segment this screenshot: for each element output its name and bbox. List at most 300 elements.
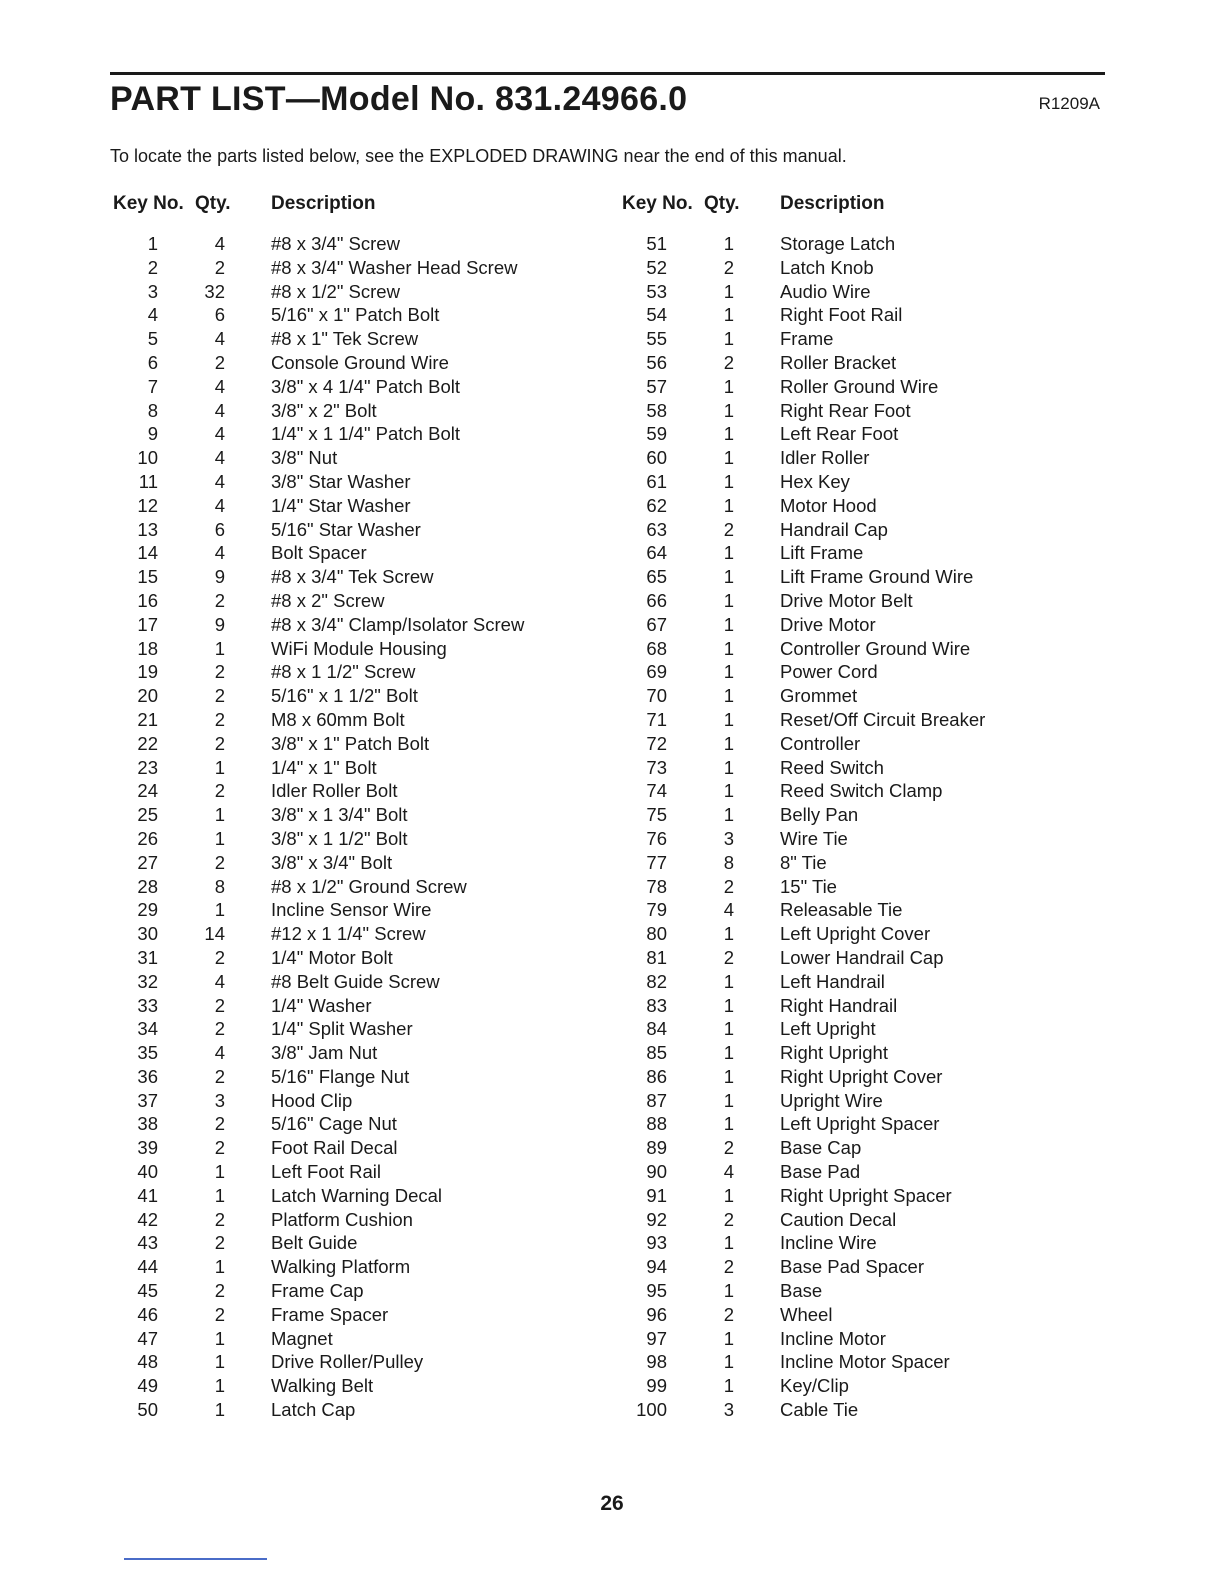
table-row [622, 278, 1082, 302]
part-key-no: 98 [646, 1351, 667, 1373]
table-row [622, 492, 1082, 516]
part-qty: 1 [214, 1256, 225, 1278]
part-key-no: 43 [137, 1232, 158, 1254]
table-row [113, 1039, 573, 1063]
part-qty: 4 [214, 375, 225, 397]
part-key-no: 12 [137, 494, 158, 516]
table-row [622, 1182, 1082, 1206]
table-row [622, 635, 1082, 659]
table-row [113, 968, 573, 992]
table-row [113, 682, 573, 706]
part-description: Belly Pan [780, 804, 859, 826]
part-key-no: 1 [147, 233, 158, 254]
part-description: 3/8" x 4 1/4" Patch Bolt [271, 375, 460, 397]
part-qty: 1 [723, 661, 734, 683]
part-description: Frame Spacer [271, 1303, 389, 1325]
table-row [622, 539, 1082, 563]
part-key-no: 93 [646, 1232, 667, 1254]
table-row [622, 920, 1082, 944]
table-row [113, 397, 573, 421]
part-qty: 1 [723, 994, 734, 1016]
part-description: Base [780, 1280, 823, 1302]
part-key-no: 26 [137, 827, 158, 849]
part-qty: 4 [214, 470, 225, 492]
table-row [113, 325, 573, 349]
part-key-no: 49 [137, 1375, 158, 1397]
part-key-no: 75 [646, 804, 667, 826]
table-row [113, 1348, 573, 1372]
table-row [622, 873, 1082, 897]
part-qty: 1 [723, 423, 734, 445]
part-description: 3/8" x 2" Bolt [271, 399, 377, 421]
part-description: Latch Warning Decal [271, 1184, 443, 1206]
table-row [113, 1087, 573, 1111]
part-description: Incline Wire [780, 1232, 877, 1254]
table-row [113, 1110, 573, 1134]
part-key-no: 33 [137, 994, 158, 1016]
part-description: #8 x 3/4" Screw [271, 233, 400, 254]
part-key-no: 21 [137, 708, 158, 730]
part-description: Left Foot Rail [271, 1161, 382, 1183]
part-qty: 1 [723, 1351, 734, 1373]
part-qty: 2 [214, 1018, 225, 1040]
table-row [622, 754, 1082, 778]
part-qty: 1 [723, 447, 734, 469]
part-description: Key/Clip [780, 1375, 849, 1397]
table-row [622, 825, 1082, 849]
part-description: WiFi Module Housing [271, 637, 447, 659]
part-qty: 3 [723, 1399, 734, 1421]
part-description: Walking Belt [271, 1375, 374, 1397]
part-description: #8 x 1/2" Screw [271, 280, 400, 302]
table-row [622, 397, 1082, 421]
part-description: Wheel [780, 1303, 833, 1325]
table-row [622, 944, 1082, 968]
part-qty: 1 [723, 1280, 734, 1302]
part-description: Storage Latch [780, 233, 896, 254]
table-row [622, 1372, 1082, 1396]
part-qty: 2 [214, 589, 225, 611]
table-row [622, 373, 1082, 397]
part-description: 15" Tie [780, 875, 837, 897]
header-key-no: Key No. [622, 193, 693, 214]
table-row [113, 301, 573, 325]
part-key-no: 15 [137, 566, 158, 588]
table-row [622, 730, 1082, 754]
part-description: Base Pad Spacer [780, 1256, 924, 1278]
part-key-no: 54 [646, 304, 667, 326]
table-row [113, 349, 573, 373]
table-row [113, 492, 573, 516]
part-key-no: 17 [137, 613, 158, 635]
part-key-no: 27 [137, 851, 158, 873]
part-key-no: 47 [137, 1327, 158, 1349]
part-description: 1/4" x 1" Bolt [271, 756, 377, 778]
part-key-no: 59 [646, 423, 667, 445]
part-key-no: 39 [137, 1137, 158, 1159]
part-qty: 2 [214, 1303, 225, 1325]
part-key-no: 23 [137, 756, 158, 778]
table-row [622, 777, 1082, 801]
part-qty: 1 [723, 756, 734, 778]
part-key-no: 57 [646, 375, 667, 397]
part-key-no: 99 [646, 1375, 667, 1397]
part-description: 1/4" Washer [271, 994, 372, 1016]
part-qty: 1 [723, 304, 734, 326]
part-description: Platform Cushion [271, 1208, 413, 1230]
part-key-no: 36 [137, 1065, 158, 1087]
table-row [113, 1229, 573, 1253]
table-row [113, 1206, 573, 1230]
part-qty: 1 [723, 1327, 734, 1349]
part-qty: 1 [723, 685, 734, 707]
part-key-no: 92 [646, 1208, 667, 1230]
table-row [622, 992, 1082, 1016]
part-key-no: 16 [137, 589, 158, 611]
part-description: 3/8" x 3/4" Bolt [271, 851, 393, 873]
part-qty: 2 [214, 708, 225, 730]
part-key-no: 81 [646, 946, 667, 968]
part-description: Hex Key [780, 470, 850, 492]
part-qty: 1 [723, 1042, 734, 1064]
table-row [622, 468, 1082, 492]
part-key-no: 85 [646, 1042, 667, 1064]
part-key-no: 6 [147, 351, 158, 373]
part-qty: 9 [214, 566, 225, 588]
part-description: Grommet [780, 685, 858, 707]
part-description: Roller Ground Wire [780, 375, 939, 397]
part-description: 3/8" Star Washer [271, 470, 411, 492]
part-key-no: 67 [646, 613, 667, 635]
part-description: #12 x 1 1/4" Screw [271, 923, 426, 945]
part-qty: 1 [723, 1184, 734, 1206]
header-key-no: Key No. [113, 193, 184, 214]
part-qty: 1 [723, 1065, 734, 1087]
part-key-no: 42 [137, 1208, 158, 1230]
part-description: Latch Knob [780, 256, 874, 278]
part-description: #8 x 3/4" Washer Head Screw [271, 256, 518, 278]
table-row [113, 230, 573, 254]
table-row [113, 611, 573, 635]
part-qty: 1 [723, 494, 734, 516]
part-qty: 1 [723, 1375, 734, 1397]
part-description: Controller Ground Wire [780, 637, 971, 659]
table-row [622, 1277, 1082, 1301]
part-key-no: 29 [137, 899, 158, 921]
part-description: Left Handrail [780, 970, 885, 992]
column-header [113, 190, 573, 230]
part-qty: 2 [214, 851, 225, 873]
part-qty: 3 [214, 1089, 225, 1111]
part-description: Latch Cap [271, 1399, 356, 1421]
table-row [113, 278, 573, 302]
part-description: Audio Wire [780, 280, 871, 302]
revision-code: R1209A [1038, 94, 1100, 113]
part-key-no: 30 [137, 923, 158, 945]
part-qty: 2 [723, 518, 734, 540]
table-row [622, 254, 1082, 278]
part-description: #8 x 1 1/2" Screw [271, 661, 416, 683]
part-description: 5/16" Cage Nut [271, 1113, 397, 1135]
part-qty: 2 [214, 661, 225, 683]
part-key-no: 9 [147, 423, 158, 445]
part-description: Left Upright [780, 1018, 876, 1040]
part-key-no: 86 [646, 1065, 667, 1087]
part-description: 3/8" Jam Nut [271, 1042, 378, 1064]
part-key-no: 94 [646, 1256, 667, 1278]
table-row [113, 254, 573, 278]
part-description: Incline Motor Spacer [780, 1351, 950, 1373]
header-description: Description [271, 193, 376, 214]
part-description: Right Upright [780, 1042, 888, 1064]
part-qty: 1 [214, 1184, 225, 1206]
part-description: Upright Wire [780, 1089, 883, 1111]
part-key-no: 11 [138, 470, 158, 492]
part-key-no: 10 [137, 447, 158, 469]
part-key-no: 18 [137, 637, 158, 659]
table-row [622, 1087, 1082, 1111]
column-header [622, 190, 1082, 230]
part-key-no: 37 [137, 1089, 158, 1111]
intro-text: To locate the parts listed below, see the EXPLODED DRAWING near the end of this manual. [110, 146, 847, 166]
table-row [113, 1134, 573, 1158]
part-key-no: 91 [646, 1184, 667, 1206]
parts-column-right [622, 190, 1082, 1420]
part-key-no: 90 [646, 1161, 667, 1183]
part-qty: 2 [214, 1137, 225, 1159]
part-key-no: 72 [646, 732, 667, 754]
part-description: M8 x 60mm Bolt [271, 708, 405, 730]
table-row [622, 1229, 1082, 1253]
part-qty: 1 [723, 589, 734, 611]
part-description: Releasable Tie [780, 899, 903, 921]
part-qty: 4 [723, 1161, 734, 1183]
part-description: Bolt Spacer [271, 542, 367, 564]
part-qty: 1 [723, 708, 734, 730]
part-key-no: 82 [646, 970, 667, 992]
part-description: #8 x 3/4" Tek Screw [271, 566, 434, 588]
part-description: 5/16" Flange Nut [271, 1065, 410, 1087]
part-description: Right Upright Spacer [780, 1184, 952, 1206]
part-qty: 1 [723, 280, 734, 302]
part-key-no: 34 [137, 1018, 158, 1040]
part-key-no: 5 [147, 328, 158, 350]
part-qty: 2 [214, 351, 225, 373]
part-key-no: 87 [646, 1089, 667, 1111]
part-key-no: 76 [646, 827, 667, 849]
part-description: Lift Frame Ground Wire [780, 566, 974, 588]
title-rule [110, 72, 1105, 75]
part-qty: 1 [723, 923, 734, 945]
part-description: Incline Motor [780, 1327, 886, 1349]
part-qty: 1 [723, 542, 734, 564]
part-qty: 2 [214, 1065, 225, 1087]
table-row [622, 1348, 1082, 1372]
table-row [622, 801, 1082, 825]
part-description: 3/8" x 1 3/4" Bolt [271, 804, 408, 826]
part-qty: 4 [214, 399, 225, 421]
part-description: Reset/Off Circuit Breaker [780, 708, 986, 730]
part-description: Controller [780, 732, 861, 754]
part-key-no: 4 [147, 304, 158, 326]
part-qty: 1 [214, 1351, 225, 1373]
part-key-no: 31 [137, 946, 158, 968]
part-qty: 6 [214, 304, 225, 326]
table-row [113, 873, 573, 897]
part-qty: 2 [723, 1303, 734, 1325]
part-qty: 8 [214, 875, 225, 897]
part-description: Console Ground Wire [271, 351, 449, 373]
part-key-no: 55 [646, 328, 667, 350]
table-row [113, 1277, 573, 1301]
table-row [622, 1015, 1082, 1039]
table-row [622, 682, 1082, 706]
table-row [622, 1134, 1082, 1158]
part-description: 5/16" x 1 1/2" Bolt [271, 685, 418, 707]
part-qty: 2 [214, 780, 225, 802]
part-qty: 1 [723, 1018, 734, 1040]
part-qty: 1 [214, 1399, 225, 1421]
part-qty: 2 [214, 256, 225, 278]
part-key-no: 73 [646, 756, 667, 778]
table-row [622, 230, 1082, 254]
part-key-no: 63 [646, 518, 667, 540]
part-description: Idler Roller [780, 447, 870, 469]
table-row [113, 635, 573, 659]
part-qty: 1 [723, 1113, 734, 1135]
table-row [113, 825, 573, 849]
part-description: 3/8" x 1" Patch Bolt [271, 732, 430, 754]
table-row [622, 611, 1082, 635]
table-row [622, 1206, 1082, 1230]
part-qty: 2 [214, 946, 225, 968]
part-qty: 4 [214, 447, 225, 469]
table-row [113, 1015, 573, 1039]
part-qty: 2 [723, 946, 734, 968]
part-qty: 2 [214, 1280, 225, 1302]
part-key-no: 66 [646, 589, 667, 611]
table-row [113, 777, 573, 801]
table-row [622, 658, 1082, 682]
part-description: Lift Frame [780, 542, 864, 564]
part-key-no: 28 [137, 875, 158, 897]
part-key-no: 32 [137, 970, 158, 992]
table-row [622, 1325, 1082, 1349]
part-description: Right Foot Rail [780, 304, 903, 326]
part-description: Roller Bracket [780, 351, 897, 373]
part-qty: 1 [723, 804, 734, 826]
part-description: Left Upright Spacer [780, 1113, 940, 1135]
part-qty: 3 [723, 827, 734, 849]
part-description: Motor Hood [780, 494, 877, 516]
part-key-no: 3 [147, 280, 158, 302]
part-description: Handrail Cap [780, 518, 888, 540]
table-row [113, 1301, 573, 1325]
part-qty: 2 [723, 351, 734, 373]
part-key-no: 19 [137, 661, 158, 683]
page-number: 26 [600, 1492, 624, 1515]
part-key-no: 64 [646, 542, 667, 564]
part-key-no: 50 [137, 1399, 158, 1421]
part-description: 1/4" x 1 1/4" Patch Bolt [271, 423, 460, 445]
part-qty: 4 [214, 494, 225, 516]
part-description: Frame Cap [271, 1280, 364, 1302]
table-row [113, 992, 573, 1016]
part-description: Walking Platform [271, 1256, 411, 1278]
table-row [113, 1372, 573, 1396]
part-description: Incline Sensor Wire [271, 899, 432, 921]
part-description: Frame [780, 328, 834, 350]
part-description: 8" Tie [780, 851, 827, 873]
part-qty: 2 [214, 1232, 225, 1254]
part-key-no: 79 [646, 899, 667, 921]
table-row [622, 1301, 1082, 1325]
table-row [622, 563, 1082, 587]
part-key-no: 8 [147, 399, 158, 421]
part-qty: 2 [723, 1137, 734, 1159]
part-key-no: 40 [137, 1161, 158, 1183]
table-row [622, 1110, 1082, 1134]
table-row [622, 706, 1082, 730]
table-row [113, 658, 573, 682]
table-row [622, 1158, 1082, 1182]
part-key-no: 38 [137, 1113, 158, 1135]
part-key-no: 35 [137, 1042, 158, 1064]
part-key-no: 80 [646, 923, 667, 945]
table-row [622, 896, 1082, 920]
table-row [113, 754, 573, 778]
part-qty: 4 [214, 233, 225, 254]
part-qty: 4 [214, 970, 225, 992]
part-description: 1/4" Star Washer [271, 494, 411, 516]
footer-rule [124, 1558, 267, 1560]
table-row [622, 849, 1082, 873]
part-qty: 1 [723, 328, 734, 350]
table-row [622, 587, 1082, 611]
part-qty: 1 [214, 827, 225, 849]
part-qty: 4 [214, 328, 225, 350]
table-row [113, 468, 573, 492]
part-qty: 1 [723, 1232, 734, 1254]
table-row [113, 896, 573, 920]
part-key-no: 7 [147, 375, 158, 397]
part-description: Base Pad [780, 1161, 861, 1183]
part-key-no: 65 [646, 566, 667, 588]
part-qty: 4 [214, 423, 225, 445]
part-key-no: 88 [646, 1113, 667, 1135]
table-row [622, 325, 1082, 349]
part-qty: 1 [214, 1161, 225, 1183]
part-description: Idler Roller Bolt [271, 780, 398, 802]
part-description: Drive Motor [780, 613, 876, 635]
part-description: 1/4" Split Washer [271, 1018, 413, 1040]
part-description: 5/16" Star Washer [271, 518, 421, 540]
part-description: #8 x 1/2" Ground Screw [271, 875, 467, 897]
part-key-no: 61 [646, 470, 667, 492]
part-description: Reed Switch Clamp [780, 780, 943, 802]
table-row [113, 587, 573, 611]
part-key-no: 14 [137, 542, 158, 564]
part-key-no: 71 [646, 708, 667, 730]
part-qty: 1 [214, 899, 225, 921]
part-qty: 1 [214, 756, 225, 778]
part-key-no: 13 [137, 518, 158, 540]
part-qty: 1 [214, 804, 225, 826]
part-key-no: 20 [137, 685, 158, 707]
part-key-no: 96 [646, 1303, 667, 1325]
table-row [113, 1396, 573, 1420]
table-row [113, 920, 573, 944]
